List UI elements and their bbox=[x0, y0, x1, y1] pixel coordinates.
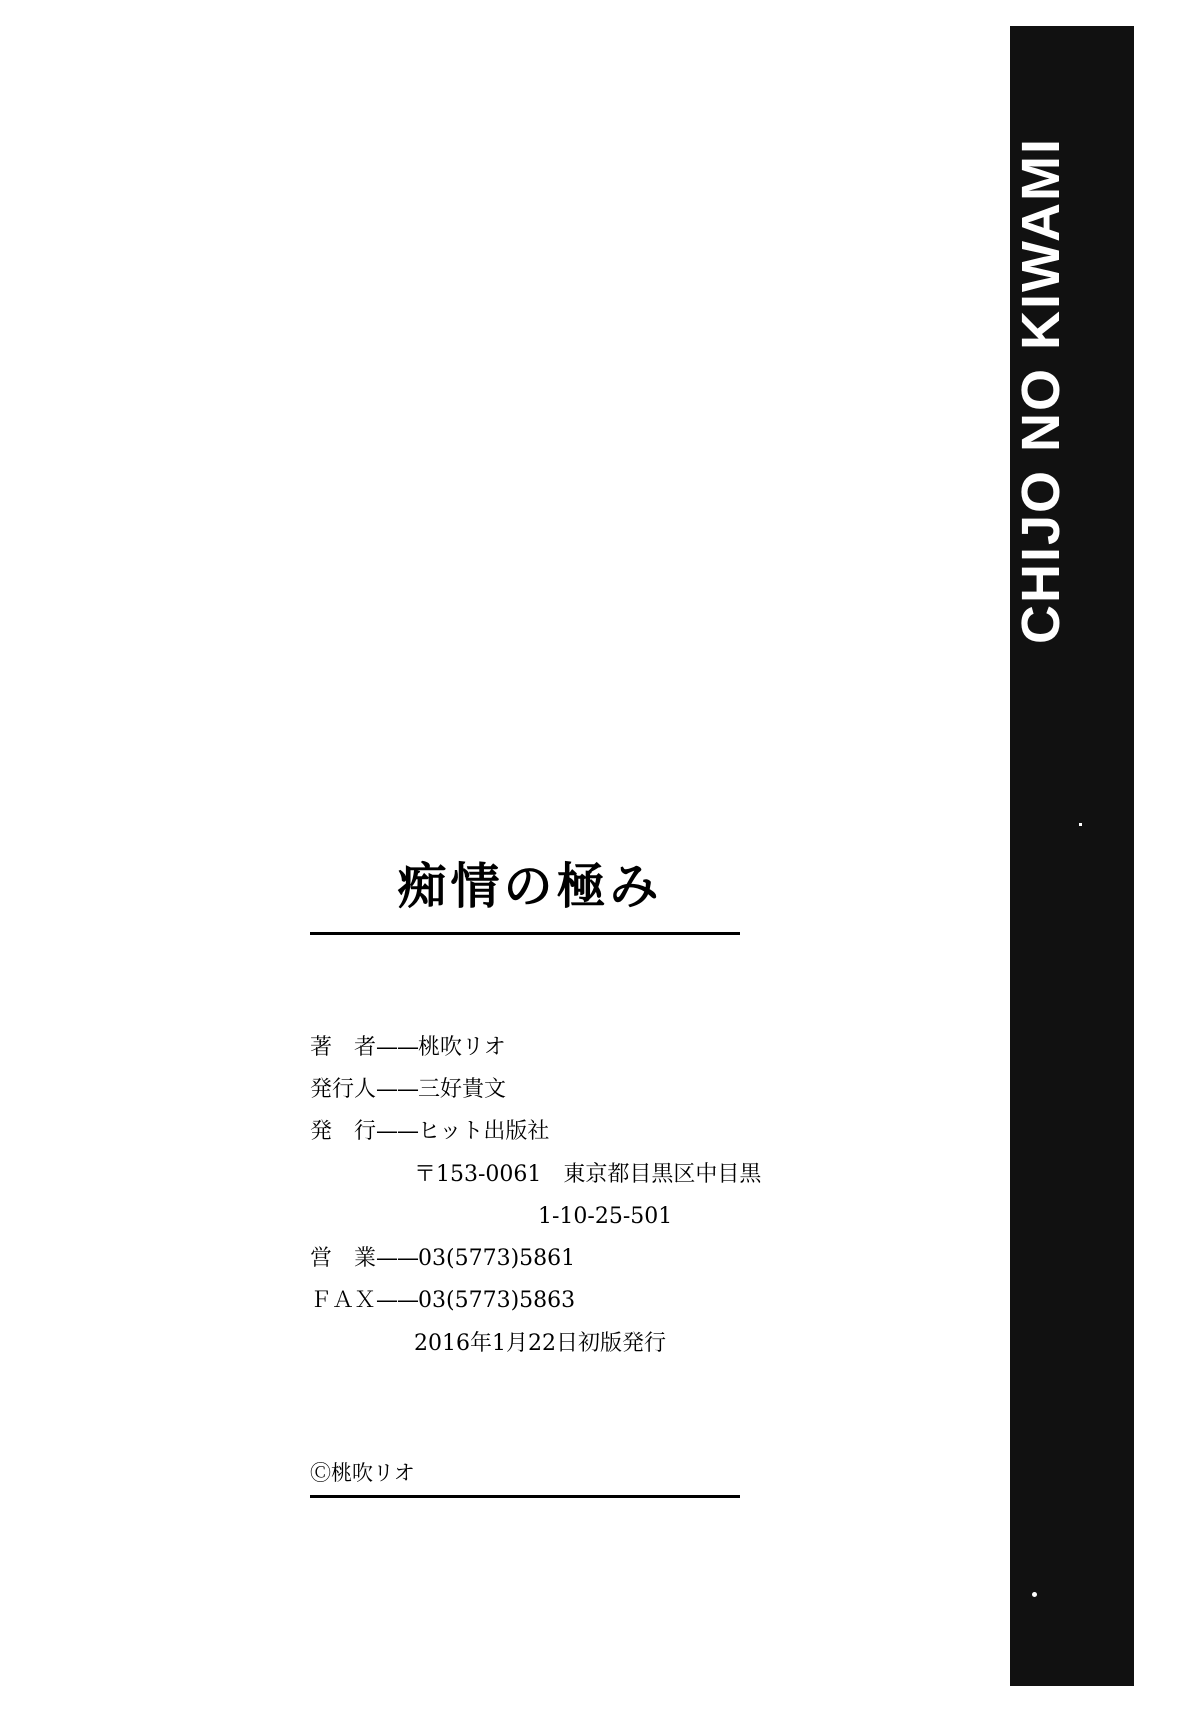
credit-separator: —— bbox=[376, 1119, 419, 1145]
credit-separator: —— bbox=[376, 1288, 419, 1314]
credit-row bbox=[310, 1280, 740, 1322]
credit-separator: —— bbox=[376, 1077, 419, 1103]
credit-row-address-line2 bbox=[310, 1196, 740, 1238]
credit-label: 著 者 bbox=[310, 1034, 377, 1060]
title-divider bbox=[310, 932, 740, 935]
credit-value: 03(5773)5861 bbox=[418, 1246, 576, 1272]
credit-value: 〒153-0061 東京都目黒区中目黒 bbox=[414, 1161, 762, 1187]
bottom-divider bbox=[310, 1495, 740, 1498]
credit-value: 桃吹リオ bbox=[418, 1034, 506, 1060]
copyright-notice: Ⓒ桃吹リオ bbox=[310, 1460, 415, 1485]
credit-label: 発行人 bbox=[310, 1077, 377, 1103]
credit-row bbox=[310, 1027, 740, 1069]
credit-label: ＦＡＸ bbox=[310, 1288, 377, 1314]
spine-mark-upper bbox=[1079, 823, 1082, 826]
credit-value: 03(5773)5863 bbox=[418, 1288, 576, 1314]
colophon-block bbox=[310, 858, 762, 1498]
credit-row-publication-date bbox=[310, 1323, 740, 1365]
credit-value: ヒット出版社 bbox=[418, 1119, 550, 1145]
credit-row-address bbox=[310, 1154, 762, 1196]
credit-row bbox=[310, 1069, 740, 1111]
credit-label: 営 業 bbox=[310, 1246, 377, 1272]
credit-separator: —— bbox=[376, 1246, 419, 1272]
credits-list bbox=[310, 1027, 762, 1365]
credit-value: 三好貴文 bbox=[418, 1077, 507, 1103]
credit-label: 発 行 bbox=[310, 1119, 377, 1145]
credit-separator: —— bbox=[376, 1034, 419, 1060]
spine-mark-lower bbox=[1032, 1592, 1037, 1597]
credit-row bbox=[310, 1111, 740, 1153]
spine-title: CHIJO NO KIWAMI bbox=[1011, 136, 1071, 644]
page-title: 痴情の極み bbox=[397, 858, 663, 915]
credit-row bbox=[310, 1238, 740, 1280]
credit-value: 1-10-25-501 bbox=[538, 1203, 673, 1229]
credit-value: 2016年1月22日初版発行 bbox=[414, 1330, 666, 1356]
